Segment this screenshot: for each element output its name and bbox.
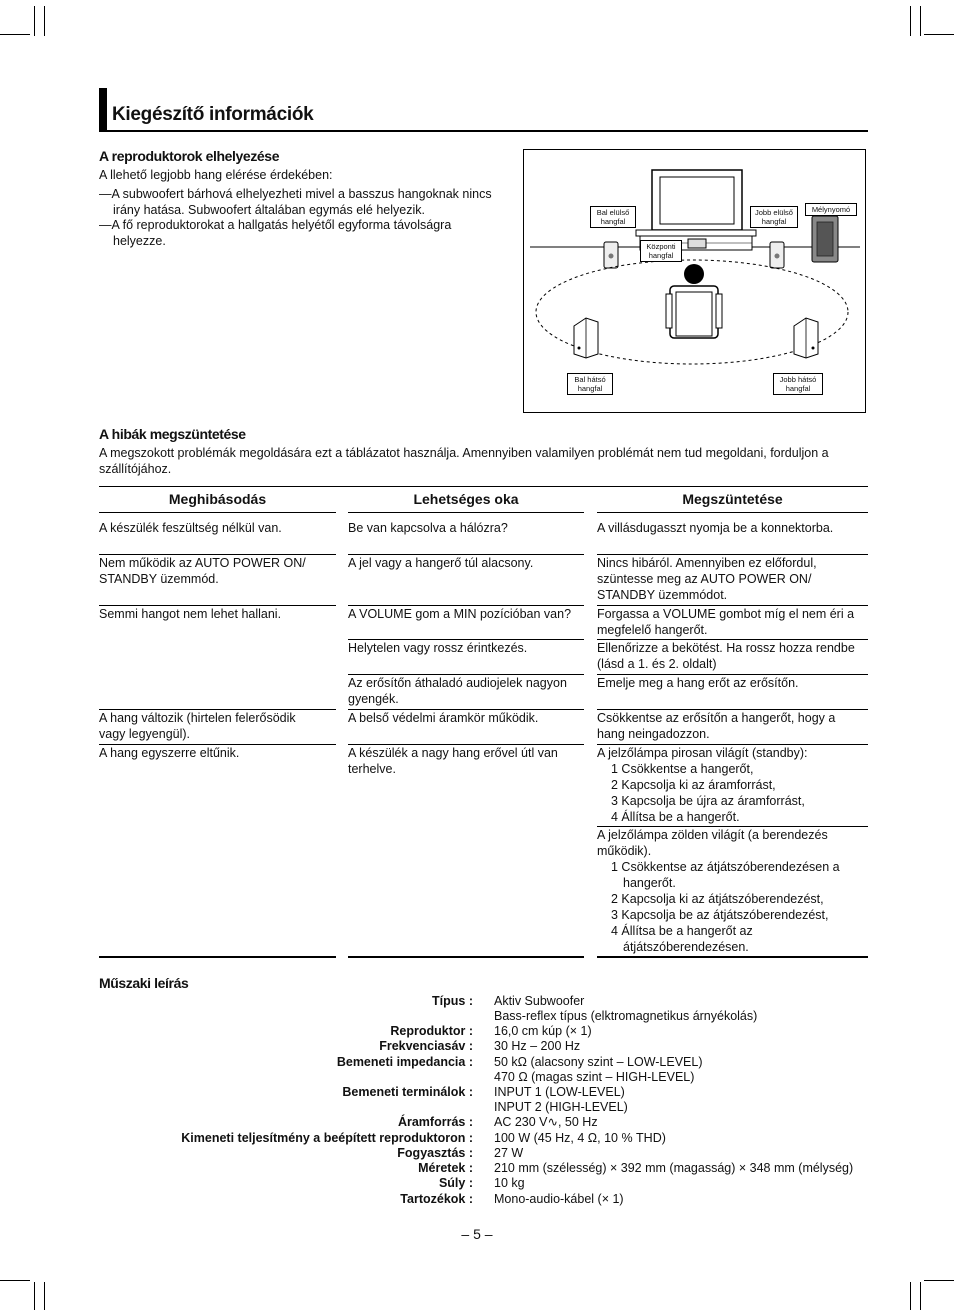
spec-label-terminals: Bemeneti terminálok : bbox=[342, 1085, 473, 1099]
crop-mark bbox=[0, 34, 30, 35]
table-cell-remedy-green bbox=[597, 827, 852, 955]
spec-label-power-source: Áramforrás : bbox=[397, 1115, 473, 1129]
table-cell-remedy-standby bbox=[597, 745, 868, 825]
crop-mark bbox=[0, 1280, 30, 1281]
spec-value-weight: 10 kg bbox=[494, 1176, 525, 1190]
column-header-remedy: Megszüntetése bbox=[682, 491, 783, 507]
table-cell-remedy: Ellenőrizze a bekötést. Ha rossz hozza rendbe (lásd a 1. és 2. oldalt) bbox=[597, 641, 855, 671]
spec-value-terminals: INPUT 1 (LOW-LEVEL) bbox=[494, 1085, 625, 1099]
table-bottom-rule bbox=[99, 956, 336, 958]
spec-label-driver: Reproduktor : bbox=[390, 1024, 473, 1038]
spec-label-consumption: Fogyasztás : bbox=[397, 1146, 473, 1160]
crop-mark bbox=[34, 1282, 35, 1310]
table-cell-problem: Semmi hangot nem lehet hallani. bbox=[99, 607, 282, 621]
title-marker bbox=[99, 88, 107, 130]
remedy-step: 2 Kapcsolja ki az áramforrást, bbox=[611, 778, 776, 792]
placement-intro: A llehető legjobb hang elérése érdekében: bbox=[99, 168, 333, 182]
remedy-step: 3 Kapcsolja be újra az áramforrást, bbox=[611, 794, 805, 808]
specs-heading: Műszaki leírás bbox=[99, 975, 189, 991]
spec-value-impedance: 50 kΩ (alacsony szint – LOW-LEVEL) bbox=[494, 1055, 703, 1069]
placement-heading: A reproduktorok elhelyezése bbox=[99, 148, 280, 164]
table-cell-cause: A belső védelmi áramkör működik. bbox=[348, 711, 539, 725]
title-rule bbox=[99, 130, 868, 132]
label-front-right: Jobb elülső hangfal bbox=[750, 206, 798, 228]
remedy-step: 4 Állítsa be a hangerőt. bbox=[611, 810, 740, 824]
column-header-cause: Lehetséges oka bbox=[413, 491, 519, 507]
spec-value-impedance: 470 Ω (magas szint – HIGH-LEVEL) bbox=[494, 1070, 695, 1084]
table-cell-cause: A készülék a nagy hang erővel útl van terhelve. bbox=[348, 746, 558, 776]
crop-mark bbox=[924, 1280, 954, 1281]
table-bottom-rule bbox=[348, 956, 584, 958]
table-cell-problem: Nem működik az AUTO POWER ON/ STANDBY üzemmód. bbox=[99, 556, 306, 586]
spec-label-dimensions: Méretek : bbox=[418, 1161, 473, 1175]
placement-item: —A fő reproduktorokat a hallgatás helyétől egyforma távolságra helyezze. bbox=[99, 218, 452, 248]
spec-value-type: Aktiv Subwoofer bbox=[494, 994, 585, 1008]
table-bottom-rule bbox=[597, 956, 868, 958]
remedy-step: 1 Csökkentse a hangerőt, bbox=[611, 762, 754, 776]
table-cell-cause: Az erősítőn áthaladó audiojelek nagyon gyengék. bbox=[348, 676, 567, 706]
crop-mark bbox=[920, 1282, 921, 1310]
remedy-step: 2 Kapcsolja ki az átjátszóberendezést, bbox=[611, 892, 824, 906]
table-cell-problem: A hang változik (hirtelen felerősödik vagy legyengül). bbox=[99, 711, 296, 741]
troubleshooting-intro: A megszokott problémák megoldására ezt a táblázatot használja. Amennyiben valamilyen problémát nem tud megoldani, forduljon a szállítójához. bbox=[99, 446, 829, 476]
table-cell-cause: Helytelen vagy rossz érintkezés. bbox=[348, 641, 528, 655]
crop-mark bbox=[44, 1282, 45, 1310]
crop-mark bbox=[910, 1282, 911, 1310]
spec-value-dimensions: 210 mm (szélesség) × 392 mm (magasság) × 348 mm (mélység) bbox=[494, 1161, 854, 1175]
spec-value-driver: 16,0 cm kúp (× 1) bbox=[494, 1024, 592, 1038]
table-cell-remedy: A villásdugasszt nyomja be a konnektorba. bbox=[597, 521, 834, 535]
spec-label-weight: Súly : bbox=[438, 1176, 473, 1190]
remedy-step: 3 Kapcsolja be az átjátszóberendezést, bbox=[611, 908, 829, 922]
crop-mark bbox=[910, 6, 911, 36]
crop-mark bbox=[44, 6, 45, 36]
spec-value-accessories: Mono-audio-kábel (× 1) bbox=[494, 1192, 624, 1206]
spec-label-frequency: Frekvenciasáv : bbox=[379, 1039, 473, 1053]
speaker-placement-diagram bbox=[523, 149, 866, 413]
label-rear-right: Jobb hátsó hangfal bbox=[773, 373, 823, 395]
table-cell-cause: A jel vagy a hangerő túl alacsony. bbox=[348, 556, 534, 570]
spec-value-consumption: 27 W bbox=[494, 1146, 524, 1160]
column-header-problem: Meghibásodás bbox=[168, 491, 267, 507]
spec-value-power-source: AC 230 V∿, 50 Hz bbox=[494, 1115, 598, 1129]
remedy-step: 1 Csökkentse az átjátszóberendezésen a hangerőt. bbox=[611, 860, 840, 890]
spec-label-accessories: Tartozékok : bbox=[400, 1192, 473, 1206]
table-cell-remedy: Nincs hibáról. Amennyiben ez előfordul, szüntesse meg az AUTO POWER ON/ STANDBY üzemmódot. bbox=[597, 556, 817, 602]
crop-mark bbox=[924, 34, 954, 35]
spec-value-output: 100 W (45 Hz, 4 Ω, 10 % THD) bbox=[494, 1131, 666, 1145]
label-rear-left: Bal hátsó hangfal bbox=[567, 373, 613, 395]
table-cell-remedy: Forgassa a VOLUME gombot míg el nem éri a megfelelő hangerőt. bbox=[597, 607, 855, 637]
table-cell-remedy: Csökkentse az erősítőn a hangerőt, hogy a hang neingadozzon. bbox=[597, 711, 836, 741]
troubleshooting-heading: A hibák megszüntetése bbox=[99, 426, 246, 442]
spec-value-terminals: INPUT 2 (HIGH-LEVEL) bbox=[494, 1100, 628, 1114]
table-cell-remedy: Emelje meg a hang erőt az erősítőn. bbox=[597, 676, 799, 690]
spec-label-type: Típus : bbox=[432, 994, 473, 1008]
crop-mark bbox=[34, 6, 35, 36]
header-rule bbox=[99, 512, 336, 513]
diagram-drawing bbox=[524, 150, 864, 411]
remedy-standby-lead: A jelzőlámpa pirosan világít (standby): bbox=[597, 746, 808, 760]
label-front-left: Bal elülső hangfal bbox=[590, 206, 636, 228]
table-cell-problem: A készülék feszültség nélkül van. bbox=[99, 521, 282, 535]
spec-value-type: Bass-reflex típus (elktromagnetikus árnyékolás) bbox=[494, 1009, 758, 1023]
crop-mark bbox=[920, 6, 921, 36]
label-subwoofer: Mélynyomó bbox=[805, 203, 857, 216]
table-cell-cause: Be van kapcsolva a hálózra? bbox=[348, 521, 508, 535]
spec-label-impedance: Bemeneti impedancia : bbox=[336, 1055, 473, 1069]
table-cell-problem: A hang egyszerre eltűnik. bbox=[99, 746, 240, 760]
placement-item: —A subwoofert bárhová elhelyezheti mivel a basszus hangoknak nincs irány hatása. Subwoofert általában egymás elé helyezik. bbox=[99, 187, 492, 217]
table-top-rule bbox=[99, 486, 868, 487]
page-title: Kiegészítő információk bbox=[112, 104, 314, 125]
header-rule bbox=[348, 512, 584, 513]
spec-value-frequency: 30 Hz – 200 Hz bbox=[494, 1039, 581, 1053]
header-rule bbox=[597, 512, 868, 513]
spec-label-output: Kimeneti teljesítmény a beépített reproduktoron : bbox=[181, 1131, 473, 1145]
page-number: – 5 – bbox=[461, 1226, 493, 1242]
label-center: Központi hangfal bbox=[640, 240, 682, 262]
remedy-step: 4 Állítsa be a hangerőt az átjátszóberendezésen. bbox=[611, 924, 753, 954]
table-cell-cause: A VOLUME gom a MIN pozícióban van? bbox=[348, 607, 572, 621]
remedy-green-lead: A jelzőlámpa zölden világít (a berendezés működik). bbox=[597, 828, 828, 858]
